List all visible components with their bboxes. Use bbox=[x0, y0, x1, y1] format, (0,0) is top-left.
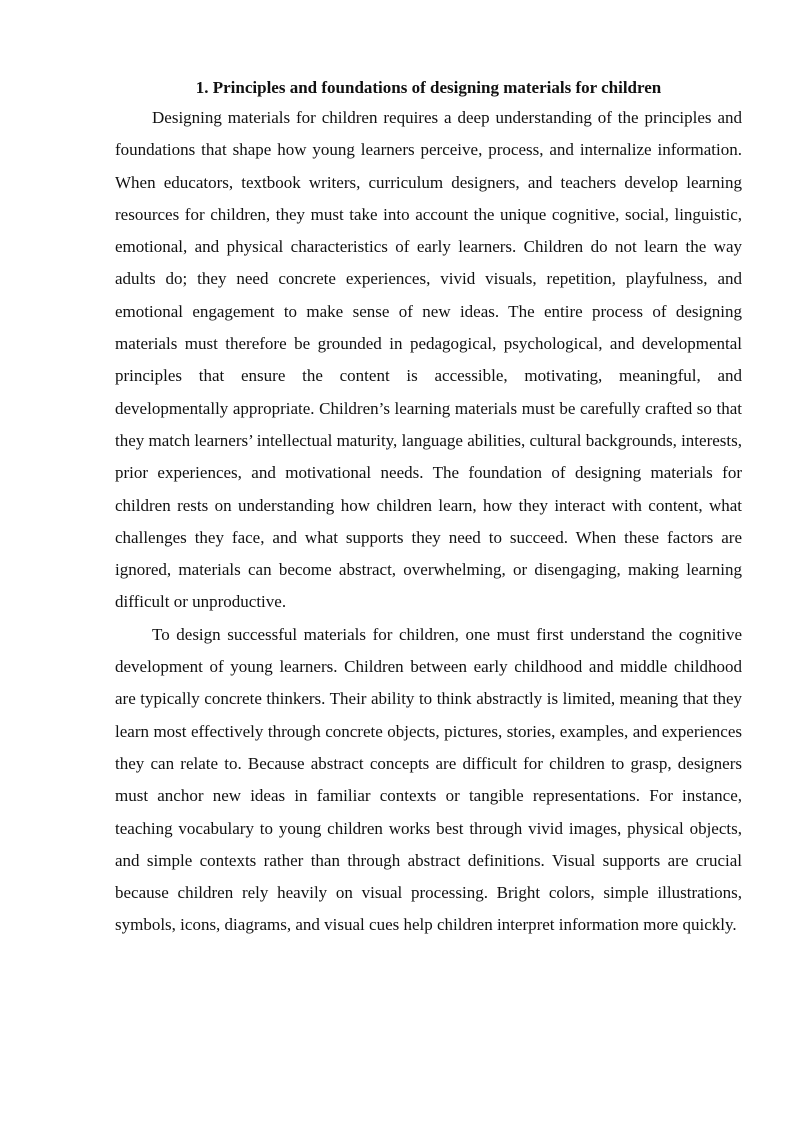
section-heading: 1. Principles and foundations of designing materials for children bbox=[195, 78, 662, 97]
page-content bbox=[115, 74, 742, 942]
paragraph: To design successful materials for children, one must first understand the cognitive development of young learners. Children between early childhood and middle childhood are typically concrete thinkers. Their ability to think abstractly is limited, meaning that they learn most effectively through concrete objects, pictures, stories, examples, and experiences they can relate to. Because abstract concepts are difficult for children to grasp, designers must anchor new ideas in familiar contexts or tangible representations. For instance, teaching vocabulary to young children works best through vivid images, physical objects, and simple contexts rather than through abstract definitions. Visual supports are crucial because children rely heavily on visual processing. Bright colors, simple illustrations, symbols, icons, diagrams, and visual cues help children interpret information more quickly. bbox=[115, 624, 742, 935]
paragraph: Designing materials for children requires a deep understanding of the principles and foundations that shape how young learners perceive, process, and internalize information. When educators, textbook writers, curriculum designers, and teachers develop learning resources for children, they must take into account the unique cognitive, social, linguistic, emotional, and physical characteristics of early learners. Children do not learn the way adults do; they need concrete experiences, vivid visuals, repetition, playfulness, and emotional engagement to make sense of new ideas. The entire process of designing materials must therefore be grounded in pedagogical, psychological, and developmental principles that ensure the content is accessible, motivating, meaningful, and developmentally appropriate. Children’s learning materials must be carefully crafted so that they match learners’ intellectual maturity, language abilities, cultural backgrounds, interests, prior experiences, and motivational needs. The foundation of designing materials for children rests on understanding how children learn, how they interact with content, what challenges they face, and what supports they need to succeed. When these factors are ignored, materials can become abstract, overwhelming, or disengaging, making learning difficult or unproductive. bbox=[115, 108, 742, 612]
